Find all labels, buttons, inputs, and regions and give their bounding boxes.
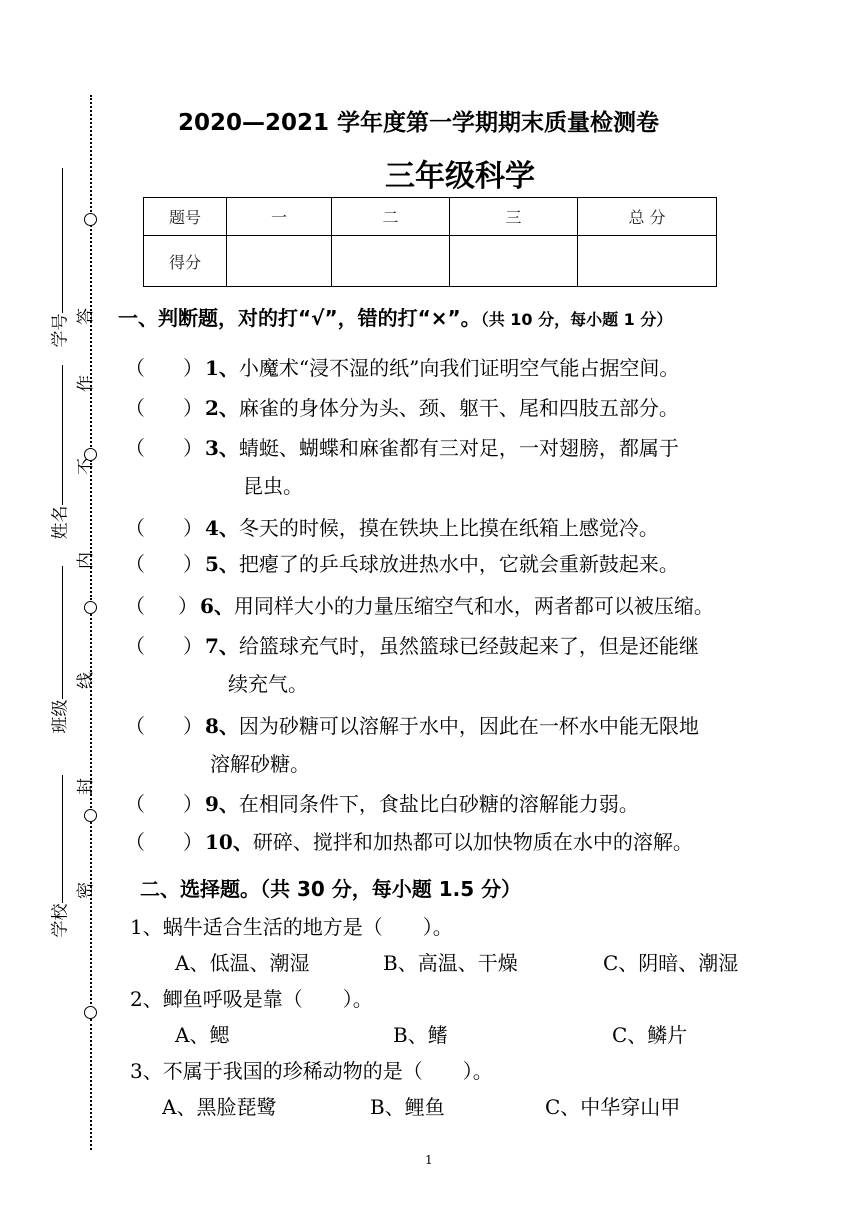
binding-dotted-line — [90, 1019, 92, 1150]
bracket-close: ） — [183, 436, 203, 460]
item-number: 8、 — [205, 714, 239, 738]
option-a[interactable]: A、黑脸琵鹭 — [162, 1095, 277, 1119]
item-number: 3、 — [205, 436, 239, 460]
bracket-close: ） — [183, 516, 203, 540]
answer-bracket[interactable] — [125, 432, 205, 461]
item-number: 6、 — [200, 594, 234, 618]
item-text: 把瘪了的乒乓球放进热水中，它就会重新鼓起来。 — [238, 552, 679, 576]
bracket-close: ） — [183, 634, 203, 658]
score-input-cell[interactable] — [227, 236, 332, 287]
question-stem: 2、鲫鱼呼吸是靠（ ）。 — [130, 987, 373, 1011]
binding-dotted-line — [90, 460, 92, 600]
binding-hole-icon — [84, 1006, 97, 1019]
school-label: 学校 — [50, 903, 71, 938]
seal-word: 不 — [76, 458, 96, 475]
bracket-close: ） — [183, 396, 203, 420]
true-false-item — [125, 710, 699, 739]
score-table-header-cell: 三 — [450, 198, 578, 236]
true-false-item — [125, 432, 679, 461]
school-line — [62, 775, 63, 903]
answer-bracket[interactable] — [125, 710, 205, 739]
bracket-open: （ — [125, 830, 145, 854]
bracket-open: （ — [125, 552, 145, 576]
bracket-open: （ — [125, 356, 145, 380]
item-text: 研碎、搅拌和加热都可以加快物质在水中的溶解。 — [252, 830, 693, 854]
name-label: 姓名 — [50, 505, 71, 540]
option-c[interactable]: C、中华穿山甲 — [545, 1095, 681, 1119]
score-table-header-cell: 题号 — [144, 198, 227, 236]
binding-hole-icon — [84, 601, 97, 614]
bracket-open: （ — [125, 436, 145, 460]
item-number: 10、 — [205, 830, 253, 854]
option-a[interactable]: A、鳃 — [175, 1023, 230, 1047]
bracket-open: （ — [125, 516, 145, 540]
option-b[interactable]: B、鲤鱼 — [370, 1095, 445, 1119]
seal-word: 内 — [76, 552, 96, 569]
seal-word: 作 — [76, 375, 96, 392]
bracket-open: （ — [125, 634, 145, 658]
binding-dotted-line — [90, 822, 92, 1004]
option-b[interactable]: B、鳍 — [393, 1023, 448, 1047]
bracket-open: （ — [125, 594, 145, 618]
score-table-header-cell: 二 — [332, 198, 450, 236]
score-input-cell[interactable] — [332, 236, 450, 287]
option-b[interactable]: B、高温、干燥 — [383, 951, 518, 975]
binding-dotted-line — [90, 95, 92, 212]
name-line — [62, 365, 63, 505]
score-table-header-cell: 总 分 — [578, 198, 717, 236]
item-text: 小魔术“浸不湿的纸”向我们证明空气能占据空间。 — [238, 356, 680, 380]
seal-word: 封 — [76, 778, 96, 795]
answer-bracket[interactable] — [125, 512, 205, 541]
true-false-item — [125, 392, 679, 421]
page-number: 1 — [425, 1153, 433, 1167]
answer-bracket[interactable] — [125, 788, 205, 817]
score-table-label-cell: 得分 — [144, 236, 227, 287]
seal-word: 密 — [76, 882, 96, 899]
bracket-close: ） — [183, 830, 203, 854]
item-number: 7、 — [205, 634, 239, 658]
true-false-item — [125, 352, 679, 381]
item-text: 因为砂糖可以溶解于水中，因此在一杯水中能无限地 — [238, 714, 699, 738]
item-text-continuation: 续充气。 — [228, 672, 308, 696]
bracket-close: ） — [183, 792, 203, 816]
option-c[interactable]: C、阴暗、潮湿 — [603, 951, 739, 975]
item-text-continuation: 溶解砂糖。 — [210, 752, 310, 776]
true-false-item — [125, 548, 679, 577]
student-id-line — [62, 168, 63, 313]
answer-bracket[interactable] — [125, 548, 205, 577]
option-c[interactable]: C、鳞片 — [612, 1023, 688, 1047]
item-text-continuation: 昆虫。 — [243, 474, 303, 498]
true-false-item — [125, 826, 693, 855]
bracket-open: （ — [125, 714, 145, 738]
item-text: 给篮球充气时，虽然篮球已经鼓起来了，但是还能继 — [238, 634, 699, 658]
item-number: 5、 — [205, 552, 239, 576]
binding-hole-icon — [84, 809, 97, 822]
bracket-close: ） — [178, 594, 198, 618]
student-id-label: 学号 — [50, 313, 71, 348]
answer-bracket[interactable] — [125, 826, 205, 855]
section2-heading: 二、选择题。（共 30 分，每小题 1.5 分） — [140, 877, 522, 901]
true-false-item — [125, 512, 659, 541]
score-input-cell[interactable] — [450, 236, 578, 287]
item-number: 4、 — [205, 516, 239, 540]
binding-hole-icon — [84, 213, 97, 226]
item-text: 在相同条件下，食盐比白砂糖的溶解能力弱。 — [238, 792, 639, 816]
binding-dotted-line — [90, 225, 92, 447]
item-text: 麻雀的身体分为头、颈、躯干、尾和四肢五部分。 — [238, 396, 679, 420]
exam-title: 2020—2021 学年度第一学期期末质量检测卷 — [178, 110, 660, 136]
class-line — [62, 566, 63, 699]
bracket-close: ） — [183, 714, 203, 738]
bracket-open: （ — [125, 396, 145, 420]
item-text: 用同样大小的力量压缩空气和水，两者都可以被压缩。 — [233, 594, 714, 618]
score-table — [143, 197, 717, 287]
question-stem: 1、蜗牛适合生活的地方是（ ）。 — [130, 915, 453, 939]
bracket-close: ） — [183, 552, 203, 576]
true-false-item — [125, 630, 699, 659]
true-false-item — [125, 590, 714, 619]
answer-bracket[interactable] — [125, 630, 205, 659]
bracket-close: ） — [183, 356, 203, 380]
seal-word: 线 — [76, 672, 96, 689]
seal-word: 答 — [76, 308, 96, 325]
item-text: 冬天的时候，摸在铁块上比摸在纸箱上感觉冷。 — [238, 516, 659, 540]
score-input-cell[interactable] — [578, 236, 717, 287]
answer-bracket[interactable] — [125, 392, 205, 421]
class-label: 班级 — [50, 699, 71, 734]
answer-bracket[interactable] — [125, 352, 205, 381]
answer-bracket[interactable] — [125, 590, 200, 619]
section1-note: （共 10 分，每小题 1 分） — [480, 310, 673, 329]
true-false-item — [125, 788, 639, 817]
exam-subtitle: 三年级科学 — [385, 159, 535, 194]
item-number: 1、 — [205, 356, 239, 380]
item-number: 2、 — [205, 396, 239, 420]
item-text: 蜻蜓、蝴蝶和麻雀都有三对足，一对翅膀，都属于 — [238, 436, 679, 460]
section1-title: 一、判断题，对的打“√”，错的打“×”。 — [118, 306, 481, 330]
section1-heading — [118, 302, 672, 331]
option-a[interactable]: A、低温、潮湿 — [175, 951, 310, 975]
item-number: 9、 — [205, 792, 239, 816]
score-table-header-cell: 一 — [227, 198, 332, 236]
bracket-open: （ — [125, 792, 145, 816]
question-stem: 3、不属于我国的珍稀动物的是（ ）。 — [130, 1059, 493, 1083]
